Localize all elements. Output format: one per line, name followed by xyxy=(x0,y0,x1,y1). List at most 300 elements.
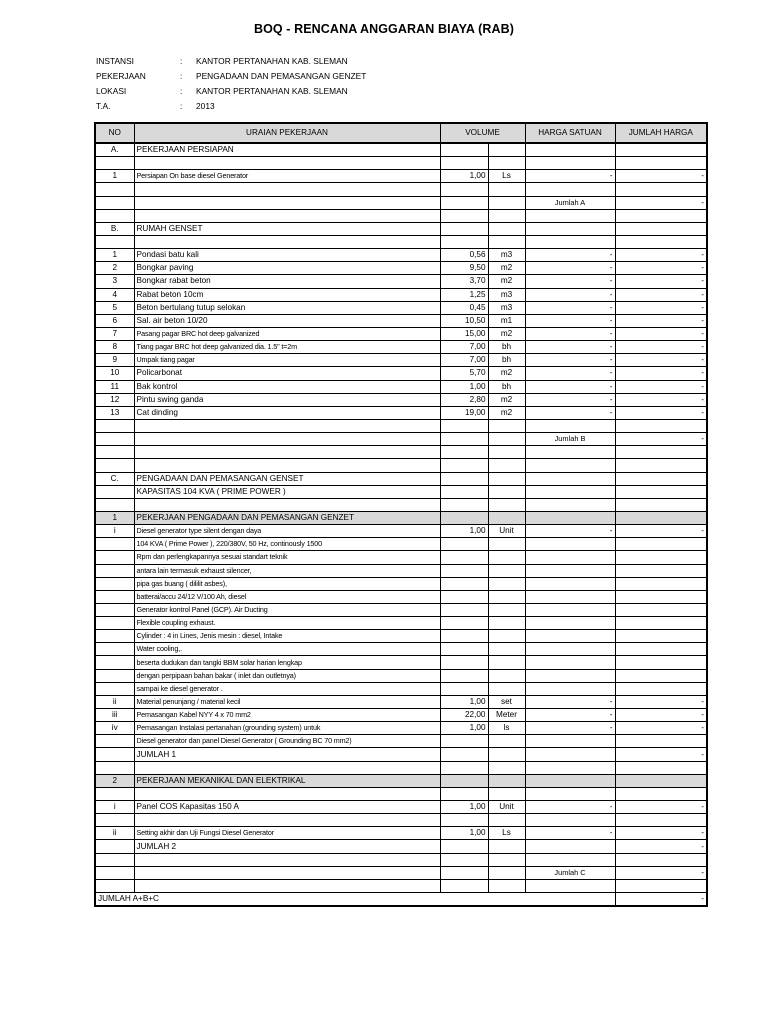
cell-volume xyxy=(440,617,488,630)
cell-no: 4 xyxy=(95,288,134,301)
cell-volume: 2,80 xyxy=(440,393,488,406)
table-row xyxy=(95,354,707,367)
cell-volume xyxy=(440,656,488,669)
cell-jumlah-harga xyxy=(615,143,707,157)
cell-uraian xyxy=(134,459,440,472)
cell-no xyxy=(95,433,134,446)
cell-unit xyxy=(488,551,525,564)
cell-no: ii xyxy=(95,695,134,708)
cell-uraian: PENGADAAN DAN PEMASANGAN GENSET xyxy=(134,472,440,485)
cell-uraian: Material penunjang / material kecil xyxy=(134,695,440,708)
cell-volume xyxy=(440,485,488,498)
cell-jumlah-harga: - xyxy=(615,393,707,406)
table-row xyxy=(95,367,707,380)
cell-uraian: PEKERJAAN PENGADAAN DAN PEMASANGAN GENZET xyxy=(134,511,440,524)
cell-harga-satuan xyxy=(525,853,615,866)
table-row xyxy=(95,419,707,432)
cell-no xyxy=(95,551,134,564)
cell-unit xyxy=(488,183,525,196)
cell-uraian: Tiang pagar BRC hot deep galvanized dia. 1.5" t=2m xyxy=(134,341,440,354)
cell-harga-satuan xyxy=(525,590,615,603)
table-row xyxy=(95,249,707,262)
cell-volume xyxy=(440,446,488,459)
cell-harga-satuan: - xyxy=(525,393,615,406)
cell-uraian: Pemasangan Kabel NYY 4 x 70 mm2 xyxy=(134,709,440,722)
cell-uraian: Rpm dan perlengkapannya sesuai standart teknik xyxy=(134,551,440,564)
cell-harga-satuan: - xyxy=(525,827,615,840)
cell-unit xyxy=(488,656,525,669)
cell-unit xyxy=(488,196,525,209)
cell-jumlah-harga xyxy=(615,498,707,511)
table-row xyxy=(95,406,707,419)
header-jumlah-harga: JUMLAH HARGA xyxy=(615,123,707,143)
info-separator: : xyxy=(180,71,183,81)
cell-volume xyxy=(440,472,488,485)
cell-unit xyxy=(488,630,525,643)
cell-unit xyxy=(488,643,525,656)
table-row xyxy=(95,538,707,551)
cell-unit: Ls xyxy=(488,170,525,183)
table-row xyxy=(95,617,707,630)
cell-harga-satuan xyxy=(525,682,615,695)
cell-uraian xyxy=(134,419,440,432)
cell-no xyxy=(95,419,134,432)
cell-jumlah-harga xyxy=(615,617,707,630)
cell-unit xyxy=(488,459,525,472)
cell-uraian xyxy=(134,209,440,222)
cell-uraian xyxy=(134,446,440,459)
cell-jumlah-harga xyxy=(615,459,707,472)
cell-no xyxy=(95,669,134,682)
cell-uraian: Policarbonat xyxy=(134,367,440,380)
cell-volume: 1,00 xyxy=(440,170,488,183)
cell-volume: 1,00 xyxy=(440,827,488,840)
cell-no: A. xyxy=(95,143,134,157)
cell-harga-satuan: - xyxy=(525,341,615,354)
cell-volume xyxy=(440,787,488,800)
cell-jumlah-harga: - xyxy=(615,354,707,367)
cell-no xyxy=(95,603,134,616)
cell-uraian: RUMAH GENSET xyxy=(134,222,440,235)
cell-no xyxy=(95,577,134,590)
cell-unit: m2 xyxy=(488,393,525,406)
cell-harga-satuan: - xyxy=(525,709,615,722)
cell-harga-satuan xyxy=(525,735,615,748)
cell-jumlah-harga xyxy=(615,538,707,551)
cell-jumlah-harga: - xyxy=(615,695,707,708)
cell-no xyxy=(95,446,134,459)
cell-jumlah-harga: - xyxy=(615,433,707,446)
cell-uraian: 104 KVA ( Prime Power ), 220/380V, 50 Hz, continously 1500 xyxy=(134,538,440,551)
cell-jumlah-harga: - xyxy=(615,327,707,340)
header-harga-satuan: HARGA SATUAN xyxy=(525,123,615,143)
cell-volume: 1,00 xyxy=(440,695,488,708)
table-row xyxy=(95,630,707,643)
cell-volume xyxy=(440,196,488,209)
cell-harga-satuan: - xyxy=(525,695,615,708)
cell-jumlah-harga xyxy=(615,879,707,892)
cell-unit xyxy=(488,419,525,432)
cell-jumlah-harga xyxy=(615,183,707,196)
table-row xyxy=(95,209,707,222)
cell-volume: 7,00 xyxy=(440,341,488,354)
table-row xyxy=(95,301,707,314)
cell-no xyxy=(95,498,134,511)
cell-volume: 1,25 xyxy=(440,288,488,301)
cell-uraian: Water cooling,. xyxy=(134,643,440,656)
cell-jumlah-harga: - xyxy=(615,367,707,380)
cell-jumlah-harga xyxy=(615,603,707,616)
info-value: 2013 xyxy=(196,101,215,111)
cell-uraian xyxy=(134,157,440,170)
cell-unit xyxy=(488,538,525,551)
cell-no xyxy=(95,459,134,472)
cell-harga-satuan xyxy=(525,630,615,643)
cell-volume xyxy=(440,814,488,827)
cell-unit xyxy=(488,787,525,800)
cell-unit xyxy=(488,840,525,853)
cell-volume xyxy=(440,538,488,551)
cell-uraian: Flexible coupling exhaust. xyxy=(134,617,440,630)
cell-unit xyxy=(488,577,525,590)
cell-jumlah-harga xyxy=(615,761,707,774)
cell-jumlah-harga xyxy=(615,630,707,643)
cell-no xyxy=(95,196,134,209)
cell-harga-satuan xyxy=(525,222,615,235)
cell-unit xyxy=(488,446,525,459)
cell-no: 8 xyxy=(95,341,134,354)
table-row xyxy=(95,590,707,603)
cell-harga-satuan xyxy=(525,669,615,682)
cell-no xyxy=(95,656,134,669)
cell-unit: m3 xyxy=(488,288,525,301)
table-row xyxy=(95,498,707,511)
cell-unit xyxy=(488,879,525,892)
cell-harga-satuan: - xyxy=(525,380,615,393)
cell-volume xyxy=(440,643,488,656)
table-row xyxy=(95,525,707,538)
cell-unit xyxy=(488,511,525,524)
cell-unit: m3 xyxy=(488,249,525,262)
cell-jumlah-harga: - xyxy=(615,288,707,301)
cell-no: 1 xyxy=(95,170,134,183)
table-row xyxy=(95,853,707,866)
table-row xyxy=(95,722,707,735)
cell-volume: 7,00 xyxy=(440,354,488,367)
cell-uraian: Generator kontrol Panel (GCP). Air Ducting xyxy=(134,603,440,616)
cell-unit xyxy=(488,748,525,761)
cell-unit: m2 xyxy=(488,327,525,340)
cell-unit xyxy=(488,682,525,695)
table-row xyxy=(95,472,707,485)
table-row xyxy=(95,196,707,209)
cell-unit: m1 xyxy=(488,314,525,327)
table-row xyxy=(95,787,707,800)
cell-subtotal-label: Jumlah B xyxy=(525,433,615,446)
cell-uraian xyxy=(134,787,440,800)
cell-no: B. xyxy=(95,222,134,235)
cell-volume xyxy=(440,735,488,748)
cell-harga-satuan: - xyxy=(525,722,615,735)
cell-uraian xyxy=(134,761,440,774)
cell-volume xyxy=(440,761,488,774)
cell-subtotal-label: Jumlah C xyxy=(525,866,615,879)
cell-volume xyxy=(440,498,488,511)
project-info xyxy=(96,54,366,114)
info-value: KANTOR PERTANAHAN KAB. SLEMAN xyxy=(196,86,348,96)
cell-unit xyxy=(488,761,525,774)
cell-uraian xyxy=(134,183,440,196)
cell-unit xyxy=(488,433,525,446)
cell-unit: bh xyxy=(488,341,525,354)
cell-harga-satuan xyxy=(525,748,615,761)
cell-no: 7 xyxy=(95,327,134,340)
cell-subtotal-label: Jumlah A xyxy=(525,196,615,209)
cell-harga-satuan xyxy=(525,143,615,157)
table-row xyxy=(95,682,707,695)
cell-harga-satuan xyxy=(525,446,615,459)
cell-volume xyxy=(440,866,488,879)
table-row xyxy=(95,603,707,616)
cell-no: i xyxy=(95,801,134,814)
cell-uraian: Pemasangan Instalasi pertanahan (grounding system) untuk xyxy=(134,722,440,735)
cell-volume xyxy=(440,879,488,892)
cell-uraian xyxy=(134,433,440,446)
cell-unit xyxy=(488,209,525,222)
cell-volume xyxy=(440,551,488,564)
cell-harga-satuan xyxy=(525,157,615,170)
info-value: KANTOR PERTANAHAN KAB. SLEMAN xyxy=(196,56,348,66)
cell-unit: m3 xyxy=(488,301,525,314)
cell-harga-satuan: - xyxy=(525,288,615,301)
cell-unit: bh xyxy=(488,380,525,393)
cell-jumlah-harga xyxy=(615,446,707,459)
table-row xyxy=(95,577,707,590)
cell-harga-satuan xyxy=(525,183,615,196)
cell-jumlah-harga: - xyxy=(615,341,707,354)
cell-volume: 1,00 xyxy=(440,380,488,393)
cell-volume xyxy=(440,564,488,577)
cell-no xyxy=(95,879,134,892)
table-row xyxy=(95,485,707,498)
cell-harga-satuan xyxy=(525,485,615,498)
cell-volume xyxy=(440,669,488,682)
cell-jumlah-harga xyxy=(615,419,707,432)
cell-jumlah-harga xyxy=(615,577,707,590)
cell-no xyxy=(95,840,134,853)
cell-unit: bh xyxy=(488,354,525,367)
cell-volume xyxy=(440,419,488,432)
cell-volume xyxy=(440,157,488,170)
boq-table xyxy=(94,122,708,907)
cell-volume xyxy=(440,603,488,616)
cell-uraian: Diesel generator dan panel Diesel Generator ( Grounding BC 70 mm2) xyxy=(134,735,440,748)
info-key: INSTANSI xyxy=(96,56,135,66)
cell-uraian: Pintu swing ganda xyxy=(134,393,440,406)
cell-no: ii xyxy=(95,827,134,840)
cell-volume: 1,00 xyxy=(440,801,488,814)
table-row xyxy=(95,341,707,354)
cell-uraian: Cylinder : 4 in Lines, Jenis mesin : diesel, Intake xyxy=(134,630,440,643)
cell-harga-satuan xyxy=(525,472,615,485)
cell-unit xyxy=(488,603,525,616)
cell-volume: 9,50 xyxy=(440,262,488,275)
cell-harga-satuan: - xyxy=(525,406,615,419)
cell-uraian: Beton bertulang tutup selokan xyxy=(134,301,440,314)
cell-no xyxy=(95,643,134,656)
cell-jumlah-harga: - xyxy=(615,748,707,761)
cell-unit xyxy=(488,617,525,630)
table-row xyxy=(95,327,707,340)
cell-uraian xyxy=(134,196,440,209)
cell-jumlah-harga xyxy=(615,472,707,485)
cell-jumlah-harga xyxy=(615,853,707,866)
cell-jumlah-harga: - xyxy=(615,827,707,840)
cell-harga-satuan xyxy=(525,814,615,827)
cell-harga-satuan: - xyxy=(525,170,615,183)
cell-jumlah-harga xyxy=(615,669,707,682)
cell-harga-satuan: - xyxy=(525,275,615,288)
cell-harga-satuan: - xyxy=(525,249,615,262)
cell-no xyxy=(95,235,134,248)
cell-uraian: Diesel generator type silent dengan daya xyxy=(134,525,440,538)
cell-no: 6 xyxy=(95,314,134,327)
cell-jumlah-harga xyxy=(615,774,707,787)
cell-volume xyxy=(440,511,488,524)
table-row xyxy=(95,143,707,157)
cell-jumlah-harga xyxy=(615,235,707,248)
cell-harga-satuan xyxy=(525,209,615,222)
cell-jumlah-harga xyxy=(615,511,707,524)
info-key: T.A. xyxy=(96,101,111,111)
cell-jumlah-harga: - xyxy=(615,709,707,722)
cell-jumlah-harga: - xyxy=(615,249,707,262)
cell-harga-satuan xyxy=(525,603,615,616)
cell-no: 13 xyxy=(95,406,134,419)
cell-volume: 19,00 xyxy=(440,406,488,419)
cell-harga-satuan xyxy=(525,564,615,577)
cell-unit xyxy=(488,235,525,248)
cell-volume xyxy=(440,459,488,472)
table-row xyxy=(95,709,707,722)
cell-volume xyxy=(440,682,488,695)
cell-volume: 5,70 xyxy=(440,367,488,380)
cell-uraian: Pasang pagar BRC hot deep galvanized xyxy=(134,327,440,340)
cell-no xyxy=(95,617,134,630)
cell-uraian: Setting akhir dan Uji Fungsi Diesel Generator xyxy=(134,827,440,840)
cell-volume: 0,45 xyxy=(440,301,488,314)
grand-total-label: JUMLAH A+B+C xyxy=(95,893,615,907)
cell-no: 5 xyxy=(95,301,134,314)
cell-no xyxy=(95,630,134,643)
cell-jumlah-harga xyxy=(615,564,707,577)
info-row xyxy=(96,54,366,69)
info-row xyxy=(96,84,366,99)
cell-jumlah-harga: - xyxy=(615,314,707,327)
cell-unit xyxy=(488,735,525,748)
cell-jumlah-harga: - xyxy=(615,275,707,288)
cell-harga-satuan: - xyxy=(525,354,615,367)
table-row xyxy=(95,275,707,288)
cell-unit: Ls xyxy=(488,827,525,840)
cell-unit xyxy=(488,564,525,577)
cell-harga-satuan xyxy=(525,459,615,472)
cell-harga-satuan xyxy=(525,774,615,787)
cell-uraian: Sal. air beton 10/20 xyxy=(134,314,440,327)
cell-volume xyxy=(440,209,488,222)
document-title: BOQ - RENCANA ANGGARAN BIAYA (RAB) xyxy=(253,22,515,36)
cell-uraian xyxy=(134,498,440,511)
cell-volume xyxy=(440,433,488,446)
cell-volume xyxy=(440,143,488,157)
cell-volume xyxy=(440,853,488,866)
table-row xyxy=(95,748,707,761)
cell-volume: 0,56 xyxy=(440,249,488,262)
cell-no: 10 xyxy=(95,367,134,380)
cell-volume xyxy=(440,222,488,235)
table-row xyxy=(95,879,707,892)
cell-unit: ls xyxy=(488,722,525,735)
header-volume: VOLUME xyxy=(440,123,525,143)
table-row xyxy=(95,170,707,183)
table-row xyxy=(95,288,707,301)
cell-volume: 10,50 xyxy=(440,314,488,327)
table-row xyxy=(95,814,707,827)
cell-uraian xyxy=(134,853,440,866)
cell-jumlah-harga: - xyxy=(615,196,707,209)
table-header-row xyxy=(95,123,707,143)
cell-harga-satuan xyxy=(525,419,615,432)
cell-jumlah-harga: - xyxy=(615,380,707,393)
cell-uraian xyxy=(134,235,440,248)
info-separator: : xyxy=(180,101,183,111)
cell-jumlah-harga xyxy=(615,209,707,222)
cell-volume: 15,00 xyxy=(440,327,488,340)
cell-unit xyxy=(488,157,525,170)
cell-harga-satuan xyxy=(525,511,615,524)
table-row xyxy=(95,235,707,248)
cell-harga-satuan: - xyxy=(525,301,615,314)
cell-unit: Unit xyxy=(488,525,525,538)
cell-uraian: Panel COS Kapasitas 150 A xyxy=(134,801,440,814)
cell-volume xyxy=(440,774,488,787)
grand-total-value: - xyxy=(615,893,707,907)
table-row xyxy=(95,735,707,748)
cell-uraian: Bak kontrol xyxy=(134,380,440,393)
table-row xyxy=(95,669,707,682)
info-value: PENGADAAN DAN PEMASANGAN GENZET xyxy=(196,71,367,81)
cell-uraian: PEKERJAAN PERSIAPAN xyxy=(134,143,440,157)
cell-volume xyxy=(440,577,488,590)
cell-unit xyxy=(488,853,525,866)
info-separator: : xyxy=(180,86,183,96)
cell-jumlah-harga xyxy=(615,643,707,656)
cell-harga-satuan: - xyxy=(525,327,615,340)
table-row xyxy=(95,656,707,669)
cell-unit: m2 xyxy=(488,275,525,288)
cell-unit: set xyxy=(488,695,525,708)
cell-no: 3 xyxy=(95,275,134,288)
table-row xyxy=(95,380,707,393)
cell-harga-satuan xyxy=(525,879,615,892)
cell-uraian xyxy=(134,879,440,892)
cell-no xyxy=(95,682,134,695)
cell-uraian: dengan perpipaan bahan bakar ( inlet dan outletnya) xyxy=(134,669,440,682)
cell-no: iii xyxy=(95,709,134,722)
info-row xyxy=(96,69,366,84)
cell-no xyxy=(95,853,134,866)
cell-no xyxy=(95,538,134,551)
